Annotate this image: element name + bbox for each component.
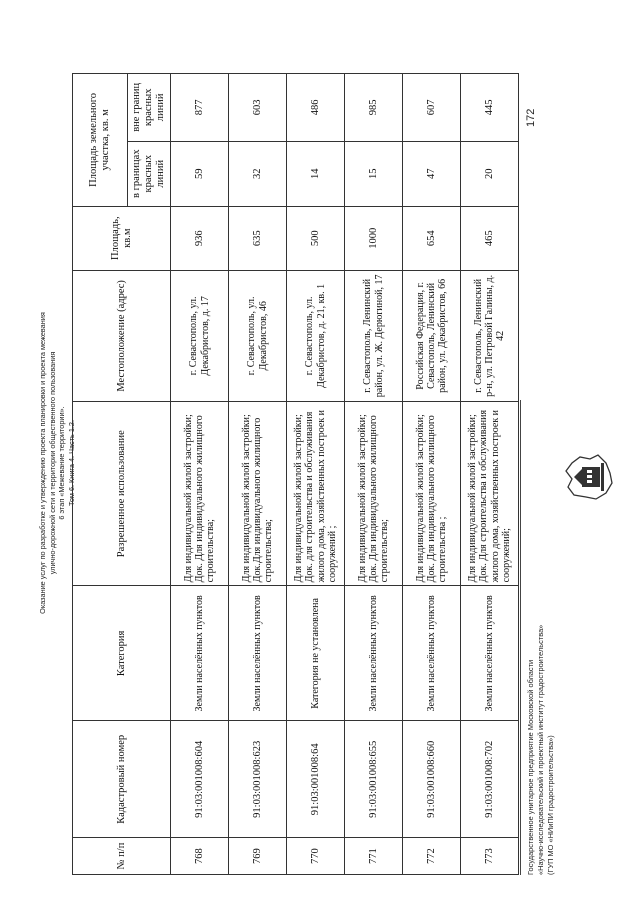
header-line: 6 этап «Межевание территории».	[57, 406, 66, 520]
cell-inside: 15	[345, 141, 403, 206]
table-row	[403, 74, 461, 875]
cell-use: Для индивидуальной жилой застройки; Док. Для индивидуального жилищного строительства ;	[403, 402, 461, 586]
footer-line: Государственное унитарное предприятие Московской области	[526, 659, 535, 875]
cell-location: г. Севастополь, ул. Декабристов, д. 17	[171, 270, 229, 401]
table-row	[171, 74, 229, 875]
cell-num: 771	[345, 838, 403, 875]
cell-inside: 47	[403, 141, 461, 206]
cell-num: 768	[171, 838, 229, 875]
cell-use: Для индивидуальной жилой застройки; Док.Для индивидуального жилищного строительства;	[229, 402, 287, 586]
cell-cadastral: 91:03:001008:623	[229, 721, 287, 838]
cell-category: Земли населённых пунктов	[403, 586, 461, 721]
cell-category: Земли населённых пунктов	[229, 586, 287, 721]
cell-outside: 607	[403, 74, 461, 142]
institute-logo-icon	[560, 445, 620, 509]
cell-outside: 603	[229, 74, 287, 142]
cell-area: 936	[171, 206, 229, 270]
footer-divider	[520, 400, 521, 875]
table-row	[287, 74, 345, 875]
cell-area: 465	[461, 206, 519, 270]
cell-area: 654	[403, 206, 461, 270]
cell-num: 772	[403, 838, 461, 875]
cell-num: 770	[287, 838, 345, 875]
col-header-outside: вне границ красных линий	[128, 74, 171, 142]
header-line: улично-дорожной сети и территории общественного пользования	[47, 351, 57, 575]
cell-inside: 59	[171, 141, 229, 206]
cell-area: 500	[287, 206, 345, 270]
table-row	[461, 74, 519, 875]
col-header-num: № п/п	[73, 838, 171, 875]
cell-num: 773	[461, 838, 519, 875]
cell-outside: 486	[287, 74, 345, 142]
cell-outside: 445	[461, 74, 519, 142]
cell-cadastral: 91:03:001008:660	[403, 721, 461, 838]
cell-cadastral: 91:03:001008:702	[461, 721, 519, 838]
cell-location: г. Севастополь, ул. Декабристов, 46	[229, 270, 287, 401]
cell-inside: 32	[229, 141, 287, 206]
cell-location: г. Севастополь, Ленинский район, ул. Ж. Дерюгиной, 17	[345, 270, 403, 401]
cell-use: Для индивидуальной жилой застройки; Док. Для строительства и обслуживания жилого дома, хозяйственных построек и сооружений;	[461, 402, 519, 586]
cell-use: Для индивидуальной жилой застройки; Док. для строительства и обслуживания жилого дома, хозяйственных построек и сооружений ;	[287, 402, 345, 586]
cell-num: 769	[229, 838, 287, 875]
footer-line: (ГУП МО «НИиПИ градостроительства»)	[546, 735, 555, 875]
cell-category: Земли населённых пунктов	[461, 586, 519, 721]
col-header-land-area: Площадь земельного участка, кв. м	[73, 74, 128, 207]
land-plots-table	[72, 73, 519, 875]
col-header-inside: в границах красных линий	[128, 141, 171, 206]
header-line: Том 6. Книга 4. Часть 1.2.	[66, 419, 76, 507]
cell-cadastral: 91:03:001008:655	[345, 721, 403, 838]
cell-area: 1000	[345, 206, 403, 270]
cell-area: 635	[229, 206, 287, 270]
col-header-category: Категория	[73, 586, 171, 721]
cell-cadastral: 91:03:001008:64	[287, 721, 345, 838]
cell-use: Для индивидуальной жилой застройки; Док. Для индивидуального жилищного строительства;	[345, 402, 403, 586]
table-row	[229, 74, 287, 875]
cell-location: Российская Федерация, г. Севастополь, Ленинский район, ул. Декабристов, 66	[403, 270, 461, 401]
document-footer	[526, 625, 556, 875]
table-row	[345, 74, 403, 875]
cell-use: Для индивидуальной жилой застройки; Док. Для индивидуального жилищного строительства;	[171, 402, 229, 586]
col-header-use: Разрешенное использование	[73, 402, 171, 586]
cell-category: Категория не установлена	[287, 586, 345, 721]
cell-category: Земли населённых пунктов	[171, 586, 229, 721]
page-number: 172	[525, 108, 537, 127]
cell-outside: 877	[171, 74, 229, 142]
col-header-location: Местоположение (адрес)	[73, 270, 171, 401]
document-header	[38, 283, 76, 643]
cell-category: Земли населённых пунктов	[345, 586, 403, 721]
cell-location: г. Севастополь, Ленинский р-н, ул. Петровой Галины, д. 42	[461, 270, 519, 401]
header-line: Оказание услуг по разработке и утверждению проекта планировки и проекта межевания	[38, 312, 47, 614]
cell-cadastral: 91:03:001008:604	[171, 721, 229, 838]
footer-line: «Научно-исследовательский и проектный институт градостроительства»	[536, 624, 545, 875]
cell-inside: 20	[461, 141, 519, 206]
col-header-area: Площадь, кв.м	[73, 206, 171, 270]
cell-outside: 985	[345, 74, 403, 142]
col-header-cadastral: Кадастровый номер	[73, 721, 171, 838]
cell-location: г. Севастополь, ул. Декабристов, д. 21, кв. 1	[287, 270, 345, 401]
cell-inside: 14	[287, 141, 345, 206]
